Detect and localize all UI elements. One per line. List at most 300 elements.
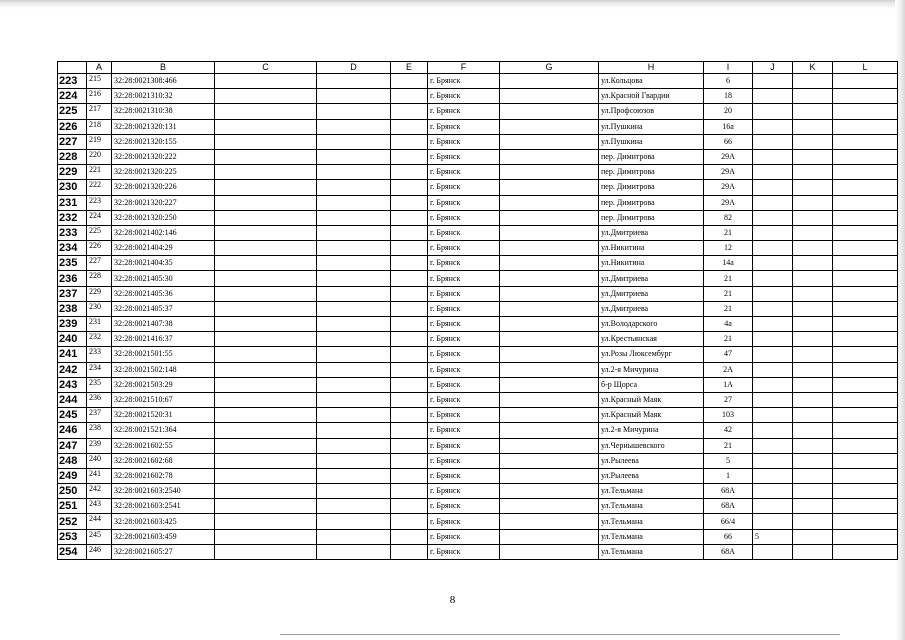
cell-b-cadastral-number: 32:28:0021320:131 xyxy=(112,119,215,134)
cell-i-house: 68А xyxy=(704,484,753,499)
cell-c xyxy=(215,195,317,210)
cell-g xyxy=(500,438,599,453)
cell-k xyxy=(793,180,833,195)
cell-k xyxy=(793,195,833,210)
corner-header xyxy=(58,62,87,74)
cell-a: 228 xyxy=(87,271,112,286)
cell-k xyxy=(793,408,833,423)
cell-l xyxy=(833,499,898,514)
cell-c xyxy=(215,392,317,407)
cell-f-city: г. Брянск xyxy=(428,408,500,423)
cell-f-city: г. Брянск xyxy=(428,241,500,256)
cell-l xyxy=(833,529,898,544)
row-number: 228 xyxy=(58,149,87,164)
spreadsheet-table xyxy=(57,61,898,560)
cell-b-cadastral-number: 32:28:0021520:31 xyxy=(112,408,215,423)
cell-g xyxy=(500,89,599,104)
row-number: 234 xyxy=(58,241,87,256)
cell-l xyxy=(833,362,898,377)
cell-h-street: ул.2-я Мичурина xyxy=(599,362,704,377)
cell-b-cadastral-number: 32:28:0021404:29 xyxy=(112,241,215,256)
table-row xyxy=(58,225,898,240)
table-row xyxy=(58,423,898,438)
table-row xyxy=(58,362,898,377)
cell-g xyxy=(500,453,599,468)
cell-j xyxy=(753,89,793,104)
cell-l xyxy=(833,149,898,164)
table-row xyxy=(58,332,898,347)
cell-c xyxy=(215,210,317,225)
table-row xyxy=(58,134,898,149)
cell-h-street: ул.Кольцова xyxy=(599,74,704,89)
cell-h-street: ул.Тельмана xyxy=(599,529,704,544)
cell-f-city: г. Брянск xyxy=(428,362,500,377)
cell-i-house: 20 xyxy=(704,104,753,119)
cell-c xyxy=(215,468,317,483)
cell-i-house: 21 xyxy=(704,301,753,316)
cell-l xyxy=(833,225,898,240)
cell-g xyxy=(500,104,599,119)
row-number: 227 xyxy=(58,134,87,149)
cell-k xyxy=(793,256,833,271)
cell-k xyxy=(793,301,833,316)
cell-e xyxy=(391,377,428,392)
cell-b-cadastral-number: 32:28:0021320:250 xyxy=(112,210,215,225)
cell-j xyxy=(753,362,793,377)
cell-c xyxy=(215,165,317,180)
cell-l xyxy=(833,134,898,149)
cell-e xyxy=(391,89,428,104)
cell-h-street: ул.Никитина xyxy=(599,256,704,271)
cell-l xyxy=(833,408,898,423)
cell-e xyxy=(391,149,428,164)
table-row xyxy=(58,286,898,301)
cell-h-street: ул.Дмитриева xyxy=(599,225,704,240)
column-header-i: I xyxy=(704,62,753,74)
cell-b-cadastral-number: 32:28:0021603:2540 xyxy=(112,484,215,499)
cell-k xyxy=(793,484,833,499)
cell-c xyxy=(215,499,317,514)
cell-g xyxy=(500,317,599,332)
cell-c xyxy=(215,332,317,347)
cell-e xyxy=(391,210,428,225)
cell-g xyxy=(500,74,599,89)
cell-a: 239 xyxy=(87,438,112,453)
cell-b-cadastral-number: 32:28:0021603:425 xyxy=(112,514,215,529)
cell-l xyxy=(833,210,898,225)
cell-g xyxy=(500,332,599,347)
table-row xyxy=(58,165,898,180)
cell-a: 217 xyxy=(87,104,112,119)
column-header-row xyxy=(58,62,898,74)
cell-h-street: ул.Розы Люксембург xyxy=(599,347,704,362)
row-number: 233 xyxy=(58,225,87,240)
column-header-l: L xyxy=(833,62,898,74)
cell-j xyxy=(753,180,793,195)
cell-f-city: г. Брянск xyxy=(428,165,500,180)
cell-d xyxy=(317,438,391,453)
cell-d xyxy=(317,332,391,347)
row-number: 252 xyxy=(58,514,87,529)
cell-a: 226 xyxy=(87,241,112,256)
cell-d xyxy=(317,134,391,149)
cell-g xyxy=(500,256,599,271)
cell-h-street: ул.2-я Мичурина xyxy=(599,423,704,438)
cell-d xyxy=(317,241,391,256)
column-header-f: F xyxy=(428,62,500,74)
cell-i-house: 16а xyxy=(704,119,753,134)
cell-k xyxy=(793,89,833,104)
cell-b-cadastral-number: 32:28:0021521:364 xyxy=(112,423,215,438)
cell-l xyxy=(833,180,898,195)
cell-l xyxy=(833,514,898,529)
cell-a: 242 xyxy=(87,484,112,499)
table-row xyxy=(58,195,898,210)
cell-e xyxy=(391,134,428,149)
cell-c xyxy=(215,453,317,468)
cell-k xyxy=(793,438,833,453)
cell-g xyxy=(500,377,599,392)
row-number: 243 xyxy=(58,377,87,392)
cell-c xyxy=(215,225,317,240)
cell-g xyxy=(500,423,599,438)
cell-j xyxy=(753,210,793,225)
table-row xyxy=(58,377,898,392)
cell-a: 227 xyxy=(87,256,112,271)
cell-d xyxy=(317,529,391,544)
cell-g xyxy=(500,119,599,134)
cell-g xyxy=(500,408,599,423)
cell-e xyxy=(391,119,428,134)
table-row xyxy=(58,180,898,195)
cell-i-house: 29А xyxy=(704,195,753,210)
row-number: 225 xyxy=(58,104,87,119)
cell-b-cadastral-number: 32:28:0021320:155 xyxy=(112,134,215,149)
cell-l xyxy=(833,241,898,256)
cell-i-house: 21 xyxy=(704,332,753,347)
scan-bottom-line xyxy=(280,634,840,635)
cell-l xyxy=(833,195,898,210)
cell-h-street: ул.Тельмана xyxy=(599,499,704,514)
cell-f-city: г. Брянск xyxy=(428,104,500,119)
cell-k xyxy=(793,332,833,347)
cell-j xyxy=(753,104,793,119)
cell-e xyxy=(391,362,428,377)
cell-a: 220 xyxy=(87,149,112,164)
row-number: 236 xyxy=(58,271,87,286)
cell-h-street: ул.Рылеева xyxy=(599,468,704,483)
cell-d xyxy=(317,195,391,210)
cell-e xyxy=(391,484,428,499)
cell-k xyxy=(793,165,833,180)
table-row xyxy=(58,104,898,119)
cell-i-house: 42 xyxy=(704,423,753,438)
table-row xyxy=(58,317,898,332)
cell-b-cadastral-number: 32:28:0021602:68 xyxy=(112,453,215,468)
cell-e xyxy=(391,408,428,423)
table-row xyxy=(58,301,898,316)
cell-c xyxy=(215,180,317,195)
column-header-b: B xyxy=(112,62,215,74)
cell-j xyxy=(753,438,793,453)
cell-k xyxy=(793,271,833,286)
column-header-j: J xyxy=(753,62,793,74)
cell-k xyxy=(793,499,833,514)
cell-b-cadastral-number: 32:28:0021320:227 xyxy=(112,195,215,210)
cell-j xyxy=(753,74,793,89)
page-number: 8 xyxy=(449,594,456,606)
cell-h-street: пер. Димитрова xyxy=(599,165,704,180)
cell-i-house: 21 xyxy=(704,271,753,286)
cell-l xyxy=(833,301,898,316)
cell-d xyxy=(317,499,391,514)
table-row xyxy=(58,271,898,286)
cell-l xyxy=(833,423,898,438)
cell-l xyxy=(833,438,898,453)
table-row xyxy=(58,514,898,529)
cell-g xyxy=(500,149,599,164)
cell-e xyxy=(391,468,428,483)
cell-j xyxy=(753,195,793,210)
cell-i-house: 12 xyxy=(704,241,753,256)
cell-i-house: 1 xyxy=(704,468,753,483)
cell-f-city: г. Брянск xyxy=(428,484,500,499)
cell-k xyxy=(793,317,833,332)
cell-h-street: ул.Никитина xyxy=(599,241,704,256)
cell-j xyxy=(753,165,793,180)
row-number: 246 xyxy=(58,423,87,438)
cell-a: 216 xyxy=(87,89,112,104)
row-number: 224 xyxy=(58,89,87,104)
cell-l xyxy=(833,89,898,104)
row-number: 238 xyxy=(58,301,87,316)
cell-a: 229 xyxy=(87,286,112,301)
row-number: 237 xyxy=(58,286,87,301)
cell-a: 222 xyxy=(87,180,112,195)
table-row xyxy=(58,256,898,271)
cell-e xyxy=(391,301,428,316)
table-row xyxy=(58,453,898,468)
cell-g xyxy=(500,271,599,286)
cell-d xyxy=(317,89,391,104)
cell-g xyxy=(500,362,599,377)
table-row xyxy=(58,408,898,423)
row-number: 229 xyxy=(58,165,87,180)
cell-b-cadastral-number: 32:28:0021310:32 xyxy=(112,89,215,104)
cell-f-city: г. Брянск xyxy=(428,453,500,468)
cell-l xyxy=(833,119,898,134)
cell-a: 230 xyxy=(87,301,112,316)
cell-a: 241 xyxy=(87,468,112,483)
cell-h-street: ул.Красный Маяк xyxy=(599,392,704,407)
cell-i-house: 66 xyxy=(704,134,753,149)
cell-l xyxy=(833,544,898,559)
cell-k xyxy=(793,377,833,392)
cell-j xyxy=(753,499,793,514)
cell-k xyxy=(793,286,833,301)
cell-d xyxy=(317,271,391,286)
cell-c xyxy=(215,544,317,559)
cell-l xyxy=(833,453,898,468)
cell-j xyxy=(753,149,793,164)
cell-j xyxy=(753,453,793,468)
cell-h-street: ул.Чернышевского xyxy=(599,438,704,453)
row-number: 223 xyxy=(58,74,87,89)
row-number: 250 xyxy=(58,484,87,499)
row-number: 232 xyxy=(58,210,87,225)
cell-k xyxy=(793,241,833,256)
cell-i-house: 68А xyxy=(704,544,753,559)
cell-b-cadastral-number: 32:28:0021603:459 xyxy=(112,529,215,544)
cell-d xyxy=(317,74,391,89)
cell-f-city: г. Брянск xyxy=(428,317,500,332)
cell-a: 237 xyxy=(87,408,112,423)
cell-c xyxy=(215,119,317,134)
cell-g xyxy=(500,180,599,195)
cell-l xyxy=(833,332,898,347)
cell-e xyxy=(391,271,428,286)
cell-j xyxy=(753,468,793,483)
cell-l xyxy=(833,74,898,89)
cell-h-street: ул.Красный Маяк xyxy=(599,408,704,423)
cell-g xyxy=(500,210,599,225)
cell-j xyxy=(753,408,793,423)
cell-a: 244 xyxy=(87,514,112,529)
cell-b-cadastral-number: 32:28:0021602:55 xyxy=(112,438,215,453)
cell-e xyxy=(391,438,428,453)
cell-d xyxy=(317,210,391,225)
cell-e xyxy=(391,317,428,332)
cell-i-house: 29А xyxy=(704,165,753,180)
cell-a: 225 xyxy=(87,225,112,240)
cell-h-street: ул.Пушкина xyxy=(599,119,704,134)
cell-f-city: г. Брянск xyxy=(428,392,500,407)
cell-f-city: г. Брянск xyxy=(428,195,500,210)
row-number: 239 xyxy=(58,317,87,332)
cell-j xyxy=(753,225,793,240)
cell-i-house: 4а xyxy=(704,317,753,332)
cell-f-city: г. Брянск xyxy=(428,89,500,104)
scan-top-edge xyxy=(0,0,905,9)
cell-c xyxy=(215,241,317,256)
cell-e xyxy=(391,499,428,514)
cell-f-city: г. Брянск xyxy=(428,119,500,134)
cell-b-cadastral-number: 32:28:0021320:222 xyxy=(112,149,215,164)
cell-f-city: г. Брянск xyxy=(428,286,500,301)
row-number: 231 xyxy=(58,195,87,210)
cell-g xyxy=(500,392,599,407)
cell-d xyxy=(317,301,391,316)
cell-g xyxy=(500,529,599,544)
row-number: 253 xyxy=(58,529,87,544)
table-row xyxy=(58,210,898,225)
table-row xyxy=(58,544,898,559)
cell-i-house: 27 xyxy=(704,392,753,407)
cell-a: 236 xyxy=(87,392,112,407)
cell-f-city: г. Брянск xyxy=(428,225,500,240)
column-header-e: E xyxy=(391,62,428,74)
row-number: 254 xyxy=(58,544,87,559)
cell-d xyxy=(317,408,391,423)
table-row xyxy=(58,347,898,362)
cell-c xyxy=(215,484,317,499)
cell-g xyxy=(500,241,599,256)
table-row xyxy=(58,149,898,164)
cell-h-street: ул.Крестьянская xyxy=(599,332,704,347)
cell-a: 221 xyxy=(87,165,112,180)
cell-b-cadastral-number: 32:28:0021502:148 xyxy=(112,362,215,377)
cell-a: 233 xyxy=(87,347,112,362)
cell-c xyxy=(215,347,317,362)
row-number: 240 xyxy=(58,332,87,347)
cell-a: 231 xyxy=(87,317,112,332)
cell-d xyxy=(317,347,391,362)
cell-k xyxy=(793,362,833,377)
cell-h-street: ул.Тельмана xyxy=(599,514,704,529)
cell-b-cadastral-number: 32:28:0021501:55 xyxy=(112,347,215,362)
cell-c xyxy=(215,514,317,529)
cell-g xyxy=(500,514,599,529)
cell-k xyxy=(793,134,833,149)
column-header-a: A xyxy=(87,62,112,74)
cell-h-street: пер. Димитрова xyxy=(599,210,704,225)
cell-c xyxy=(215,362,317,377)
cell-i-house: 103 xyxy=(704,408,753,423)
column-header-d: D xyxy=(317,62,391,74)
cell-b-cadastral-number: 32:28:0021320:226 xyxy=(112,180,215,195)
cell-c xyxy=(215,317,317,332)
cell-h-street: ул.Тельмана xyxy=(599,484,704,499)
cell-f-city: г. Брянск xyxy=(428,468,500,483)
cell-h-street: ул.Пушкина xyxy=(599,134,704,149)
cell-c xyxy=(215,149,317,164)
cell-d xyxy=(317,423,391,438)
cell-h-street: ул.Красной Гвардии xyxy=(599,89,704,104)
cell-a: 219 xyxy=(87,134,112,149)
cell-i-house: 21 xyxy=(704,438,753,453)
cell-h-street: ул.Дмитриева xyxy=(599,286,704,301)
row-number: 230 xyxy=(58,180,87,195)
row-number: 235 xyxy=(58,256,87,271)
cell-c xyxy=(215,256,317,271)
cell-f-city: г. Брянск xyxy=(428,301,500,316)
cell-c xyxy=(215,104,317,119)
cell-g xyxy=(500,499,599,514)
cell-j xyxy=(753,377,793,392)
cell-f-city: г. Брянск xyxy=(428,210,500,225)
cell-l xyxy=(833,468,898,483)
cell-l xyxy=(833,317,898,332)
cell-a: 215 xyxy=(87,74,112,89)
row-number: 251 xyxy=(58,499,87,514)
cell-j xyxy=(753,332,793,347)
cell-g xyxy=(500,225,599,240)
cell-l xyxy=(833,392,898,407)
table-row xyxy=(58,241,898,256)
cell-b-cadastral-number: 32:28:0021602:78 xyxy=(112,468,215,483)
cell-e xyxy=(391,286,428,301)
row-number: 249 xyxy=(58,468,87,483)
cell-e xyxy=(391,544,428,559)
cell-j xyxy=(753,256,793,271)
cell-g xyxy=(500,165,599,180)
cell-b-cadastral-number: 32:28:0021405:36 xyxy=(112,286,215,301)
row-number: 244 xyxy=(58,392,87,407)
cell-j xyxy=(753,241,793,256)
cell-k xyxy=(793,104,833,119)
cell-h-street: пер. Димитрова xyxy=(599,180,704,195)
cell-a: 238 xyxy=(87,423,112,438)
